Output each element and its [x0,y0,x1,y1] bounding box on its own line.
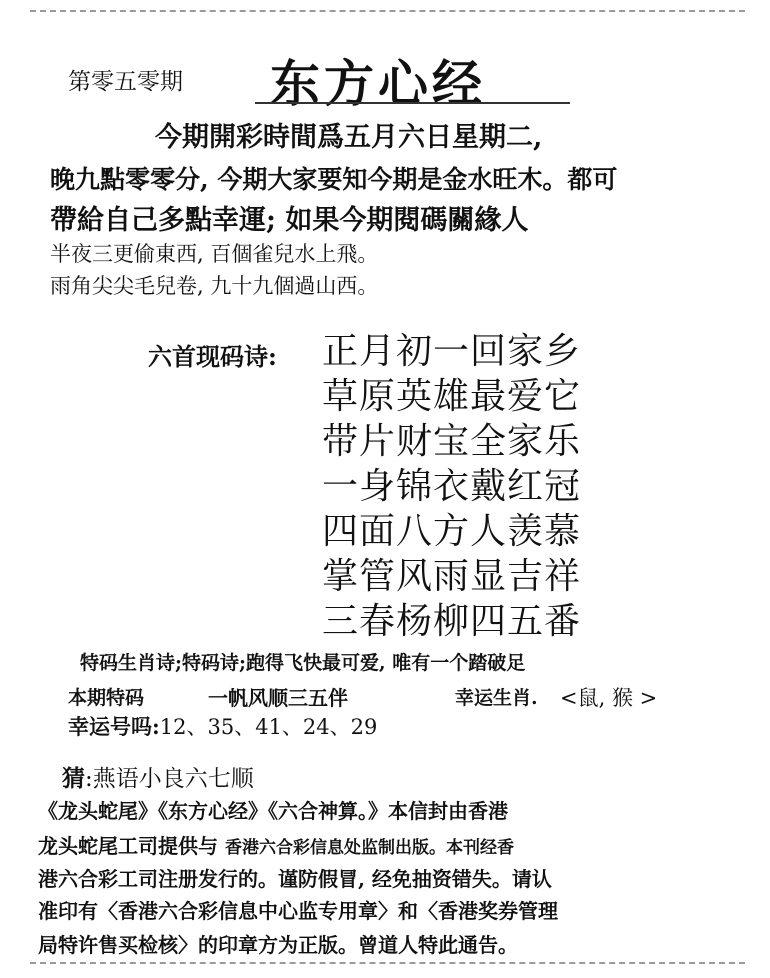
lucky-numbers [68,711,377,741]
guess-label: 猜 [62,765,85,792]
lucky-numbers-label: 幸运号吗: [68,714,160,739]
poem-line: 掌管风雨显吉祥 [322,556,582,597]
issue-number: 第零五零期 [68,69,183,95]
intro-line-3: 帶給自己多點幸運; 如果今期閱碼關緣人 [50,205,529,236]
benqi-label: 本期特码 [68,687,145,709]
top-scan-edge [30,10,745,15]
notice-line-1: 《龙头蛇尾》《东方心经》《六合神算。》本信封由香港 [38,799,508,823]
bottom-scan-edge [30,962,745,967]
notice-line-4: 准印有〈香港六合彩信息中心监专用章〉和〈香港奖券管理 [38,899,558,923]
poem-label: 六首现码诗: [148,342,277,371]
intro-line-4: 半夜三更偷東西, 百個雀兒水上飛。 [50,242,379,266]
notice-line-3: 港六合彩工司注册发行的。谨防假冒, 经免抽资错失。请认 [38,867,552,891]
notice-line-5: 局特许售买检核〉的印章方为正版。曾道人特此通告。 [38,933,518,957]
lucky-zodiac-label: 幸运生肖. [455,687,538,709]
notice-line-2 [38,830,514,859]
intro-line-2: 晚九點零零分, 今期大家要知今期是金水旺木。都可 [50,165,618,194]
poem-line: 四面八方人羡慕 [322,511,582,552]
poem-line: 正月初一回家乡 [322,331,582,372]
poem-line: 一身锦衣戴红冠 [322,466,582,507]
intro-line-1: 今期開彩時間爲五月六日星期二, [155,122,543,153]
guess-value: :燕语小良六七顺 [85,766,254,792]
guess-line [62,760,254,793]
poem-line: 三春杨柳四五番 [322,601,582,642]
title-underline [255,102,570,104]
lucky-zodiac-value: <鼠, 猴 > [560,686,658,710]
notice-line-2-a: 龙头蛇尾工司提供与 [38,834,218,858]
special-code-poem: 特码生肖诗;特码诗;跑得飞快最可爱, 唯有一个踏破足 [80,652,526,674]
page-title: 东方心经 [270,54,486,113]
notice-line-2-b: 香港六合彩信息处监制出版。本刊经香 [224,838,514,858]
lucky-numbers-value: 12、35、41、24、29 [159,715,378,739]
poem-line: 带片财宝全家乐 [322,421,582,462]
poem-line: 草原英雄最爱它 [322,376,582,417]
intro-line-5: 雨角尖尖毛兒卷, 九十九個過山西。 [50,274,379,298]
benqi-value: 一帆风顺三五伴 [208,686,348,710]
